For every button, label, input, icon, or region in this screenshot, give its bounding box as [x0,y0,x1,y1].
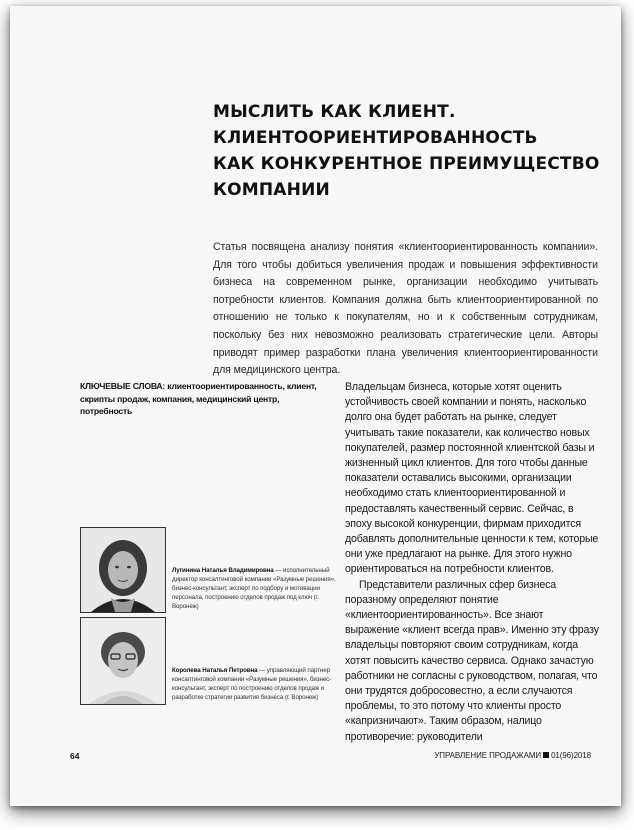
title-line: КОМПАНИИ [213,180,330,200]
magazine-page [10,6,621,806]
body-paragraph: Представители различных сфер бизнеса поразному определяют понятие «клиентоориентированность». Все знают выражение «клиент всегда прав». Именно эту фразу владельцы повторяют своим сотрудникам, когда хотят повысить качество сервиса. Однако зачастую работники не согласны с руководством, полагая, что они трудятся добросовестно, а если случаются проблемы, то это потому что клиенты просто «капризничают». Таким образом, налицо противоречие: руководители [345,578,599,743]
article-body [345,380,600,745]
portrait-image [81,528,165,612]
author-photo-luginina [80,527,166,613]
keywords-text: клиентоориентированность, клиент, скрипты продаж, компания, медицинский центр, потребность [80,381,317,416]
title-line: КЛИЕНТООРИЕНТИРОВАННОСТЬ [213,128,538,148]
author-name: Лугинина Наталья Владимировна [172,567,274,574]
article-title [213,99,603,203]
keywords [80,380,330,418]
journal-footer [434,751,591,760]
keywords-label: КЛЮЧЕВЫЕ СЛОВА: [80,381,166,391]
author-name: Королева Наталья Петровна [172,667,258,674]
author-bio-koroleva [172,666,337,702]
journal-issue: 01(96)2018 [551,751,591,760]
author-description: — управляющий партнер консалтинговой компании «Разумные решения», бизнес-консультант, эксперт по построению отделов продаж и разработке стратегии развития бизнеса (г. Воронеж) [172,667,332,701]
portrait-image [81,618,165,704]
title-line: МЫСЛИТЬ КАК КЛИЕНТ. [213,102,456,122]
square-separator-icon [543,752,549,758]
author-bio-luginina [172,566,337,611]
article-abstract: Статья посвящена анализу понятия «клиентоориентированность компании». Для того чтобы добиться увеличения продаж и повышения эффективности бизнеса на современном рынке, организации необходимо учитывать потребности клиентов. Компания должна быть клиентоориентированной по отношению не только к покупателям, но и к собственным сотрудникам, поскольку без них невозможно реализовать стратегические цели. Авторы приводят пример разработки плана увеличения клиентоориентированности для медицинского центра. [213,241,598,377]
journal-name: УПРАВЛЕНИЕ ПРОДАЖАМИ [434,751,542,760]
author-photo-koroleva [80,617,166,705]
author-description: — исполнительный директор консалтинговой компании «Разумные решения», бизнес-консультант, эксперт по подбору и мотивации персонала, построению отделов продаж под ключ (г. Воронеж) [172,567,336,610]
page-number: 64 [70,751,80,761]
body-paragraph: Владельцам бизнеса, которые хотят оценить устойчивость своей компании и понять, насколько долго она будет работать на рынке, следует учитывать такие показатели, как количество новых покупателей, размер постоянной клиентской базы и жизненный цикл клиентов. Для того чтобы данные показатели оставались высокими, организации необходимо стать клиентоориентированной и предоставлять качественный сервис. Сейчас, в эпоху высокой конкуренции, фирмам приходится добавлять дополнительные ценности к тем, которые они уже предлагают на рынке. Для этого нужно ориентироваться на потребности клиентов. [345,381,599,576]
title-line: КАК КОНКУРЕНТНОЕ ПРЕИМУЩЕСТВО [213,154,600,174]
